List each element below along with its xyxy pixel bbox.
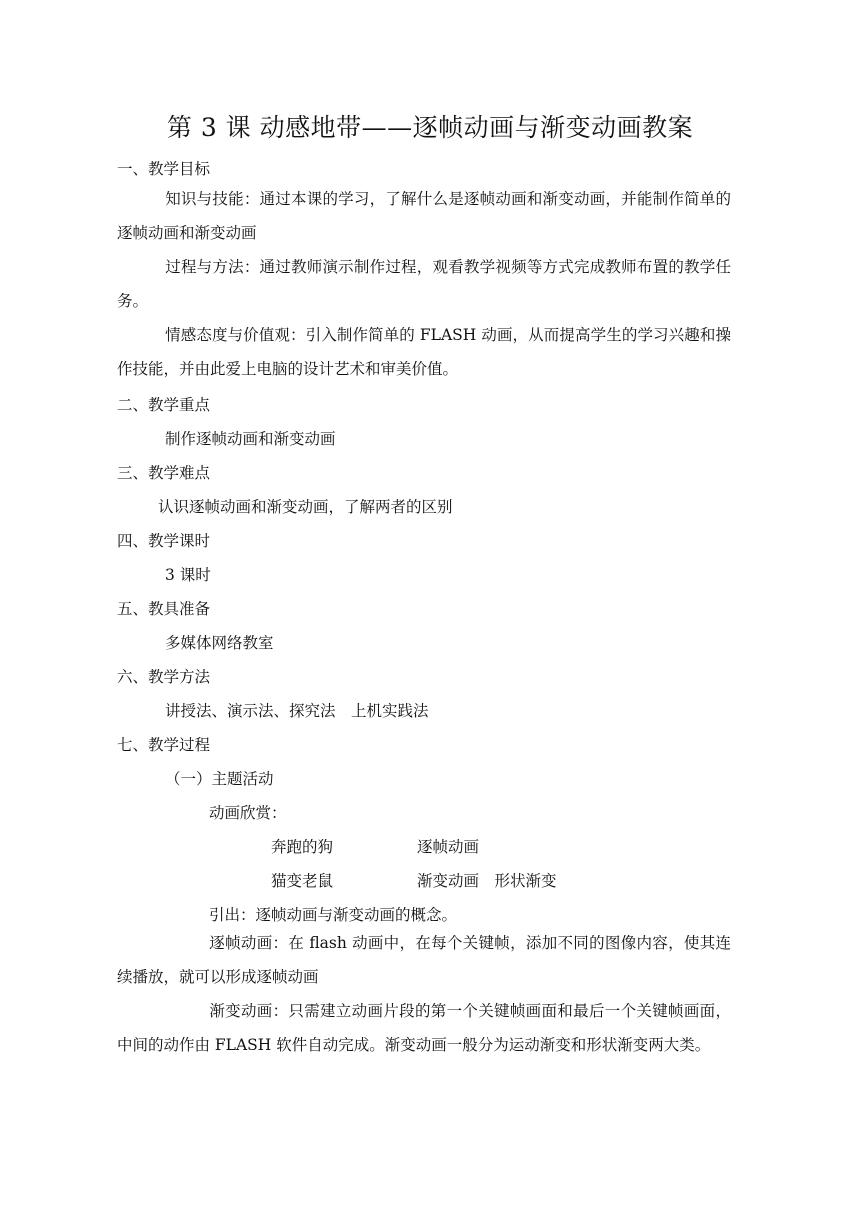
- animation-appreciation-label: 动画欣赏：: [209, 804, 287, 822]
- concept-intro-text: 引出：逐帧动画与渐变动画的概念。: [209, 906, 458, 924]
- section-heading-teaching-process: 七、教学过程: [117, 736, 211, 754]
- paragraph-frame-by-frame-definition: [117, 926, 731, 994]
- teaching-aids-text: 多媒体网络教室: [165, 634, 274, 652]
- paragraph-text: 知识与技能：通过本课的学习，了解什么是逐帧动画和渐变动画，并能制作简单的逐帧动画和渐变动画: [117, 190, 731, 242]
- paragraph-text: 情感态度与价值观：引入制作简单的 FLASH 动画，从而提高学生的学习兴趣和操作技能，并由此爱上电脑的设计艺术和审美价值。: [117, 326, 731, 378]
- example-name: 奔跑的狗: [271, 838, 334, 856]
- teaching-methods-text: 讲授法、演示法、探究法 上机实践法: [165, 702, 429, 720]
- key-points-text: 制作逐帧动画和渐变动画: [165, 430, 336, 448]
- section-heading-class-hours: 四、教学课时: [117, 532, 211, 550]
- example-type: 逐帧动画: [417, 838, 480, 856]
- section-heading-key-points: 二、教学重点: [117, 396, 211, 414]
- paragraph-text: 过程与方法：通过教师演示制作过程，观看教学视频等方式完成教师布置的教学任务。: [117, 258, 731, 310]
- section-heading-teaching-methods: 六、教学方法: [117, 668, 211, 686]
- paragraph-text: 渐变动画：只需建立动画片段的第一个关键帧画面和最后一个关键帧画面，中间的动作由 FLASH 软件自动完成。渐变动画一般分为运动渐变和形状渐变两大类。: [117, 1002, 731, 1054]
- paragraph-process-method: [117, 250, 731, 318]
- section-heading-teaching-aids: 五、教具准备: [117, 600, 211, 618]
- section-heading-difficulties: 三、教学难点: [117, 464, 211, 482]
- example-type: 渐变动画 形状渐变: [417, 872, 557, 890]
- paragraph-emotion-values: [117, 318, 731, 386]
- difficulties-text: 认识逐帧动画和渐变动画，了解两者的区别: [158, 498, 453, 516]
- paragraph-tween-definition: [117, 994, 731, 1062]
- class-hours-text: 3 课时: [165, 566, 211, 584]
- section-heading-objectives: 一、教学目标: [117, 160, 211, 178]
- example-name: 猫变老鼠: [271, 872, 334, 890]
- paragraph-knowledge-skills: [117, 182, 731, 250]
- paragraph-text: 逐帧动画：在 flash 动画中，在每个关键帧，添加不同的图像内容，使其连续播放，就可以形成逐帧动画: [117, 934, 731, 986]
- document-title: 第 3 课 动感地带——逐帧动画与渐变动画教案: [166, 113, 694, 142]
- subsection-theme-activity: （一）主题活动: [165, 770, 274, 788]
